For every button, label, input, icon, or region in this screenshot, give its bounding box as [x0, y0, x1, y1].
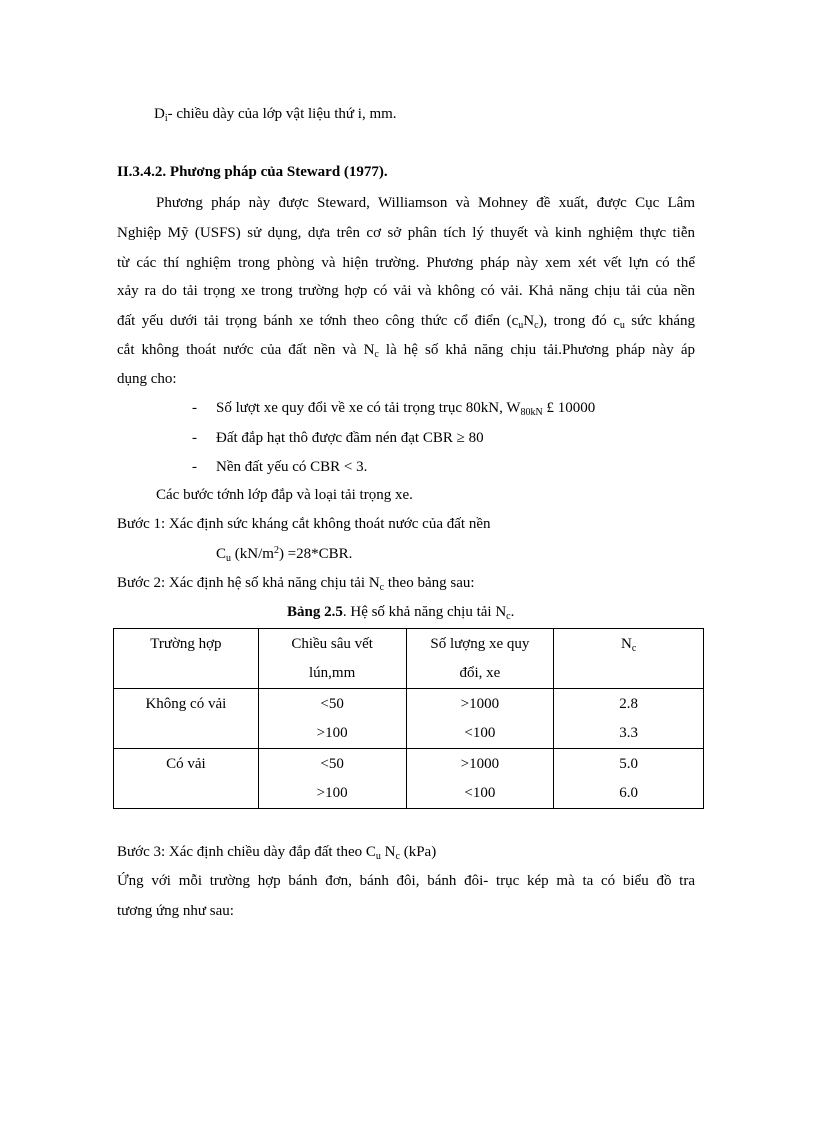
steps-intro: Các bước tớnh lớp đắp và loại tải trọng xe. [156, 487, 413, 503]
cell-traffic: >1000 <100 [406, 689, 554, 749]
paragraph-line-5: đất yếu dưới tải trọng bánh xe tớnh theo công thức cổ điển $(c_uN_c)$, trong đó $c_u$ sức kháng [117, 313, 695, 331]
step-2: Bước 2: Xác định hệ số khả năng chịu tải $N_c$ theo bảng sau: [117, 575, 475, 593]
section-heading: II.3.4.2. Phương pháp của Steward (1977). [117, 164, 388, 180]
header-traffic: Số lượng xe quy đổi, xe [406, 629, 554, 689]
paragraph-line-4: xảy ra do tải trọng xe trong trường hợp có vải và không có vải. Khả năng chịu tải của nền [117, 283, 695, 299]
bullet-item-2: Đất đắp hạt thô được đầm nén đạt CBR ≥ 80 [216, 430, 484, 446]
di-symbol: D [154, 106, 165, 122]
paragraph-line-7: dụng cho: [117, 371, 177, 387]
closing-line-1: Ứng với mỗi trường hợp bánh đơn, bánh đôi, bánh đôi- trục kép mà ta có biểu đồ tra [117, 873, 695, 889]
cell-traffic: >1000 <100 [406, 749, 554, 809]
bullet-item-1: Số lượt xe quy đổi về xe có tải trọng trục 80kN, $W_{80kN}$ £ 10000 [216, 400, 596, 418]
table-header-row [114, 629, 704, 689]
cell-nc: 5.0 6.0 [554, 749, 704, 809]
di-subscript: i [164, 113, 168, 124]
cu-formula: $C_u$ $(kN/m^2) =28*CBR$. [216, 545, 353, 564]
table-row [114, 689, 704, 749]
cell-case: Có vải [114, 749, 259, 809]
paragraph-line-3: từ các thí nghiệm trong phòng và hiện trường. Phương pháp này xem xét vết lựn có thể [117, 255, 695, 271]
header-depth: Chiều sâu vết lún,mm [258, 629, 406, 689]
paragraph-line-6: cắt không thoát nước của đất nền và $N_c$ là hệ số khả năng chịu tải.Phương pháp này áp [117, 342, 695, 360]
header-case: Trường hợp [114, 629, 259, 689]
di-definition [154, 104, 397, 124]
header-nc: $N_c$ [554, 629, 704, 689]
cell-depth: <50 >100 [258, 749, 406, 809]
cell-case: Không có vải [114, 689, 259, 749]
cell-depth: <50 >100 [258, 689, 406, 749]
step-3: Bước 3: Xác định chiều dày đắp đất theo $C_u$ $N_c$ (kPa) [117, 844, 437, 862]
step-1: Bước 1: Xác định sức kháng cắt không thoát nước của đất nền [117, 516, 491, 532]
nc-table [113, 628, 704, 809]
bullet-marker: - [192, 430, 197, 446]
bullet-marker: - [192, 459, 197, 475]
cell-nc: 2.8 3.3 [554, 689, 704, 749]
bullet-marker: - [192, 400, 197, 416]
paragraph-line-2: Nghiệp Mỹ (USFS) sử dụng, dựa trên cơ sở phân tích lý thuyết và kinh nghiệm thực tiễn [117, 225, 695, 241]
bullet-item-3: Nền đất yếu có CBR < 3. [216, 459, 368, 475]
table-caption: Bảng 2.5. Hệ số khả năng chịu tải $N_c$. [287, 604, 515, 622]
paragraph-line-1: Phương pháp này được Steward, Williamson và Mohney đề xuất, được Cục Lâm [156, 195, 695, 211]
table-row [114, 749, 704, 809]
closing-line-2: tương ứng như sau: [117, 903, 234, 919]
di-definition-text: - chiều dày của lớp vật liệu thứ i, mm. [167, 106, 397, 122]
